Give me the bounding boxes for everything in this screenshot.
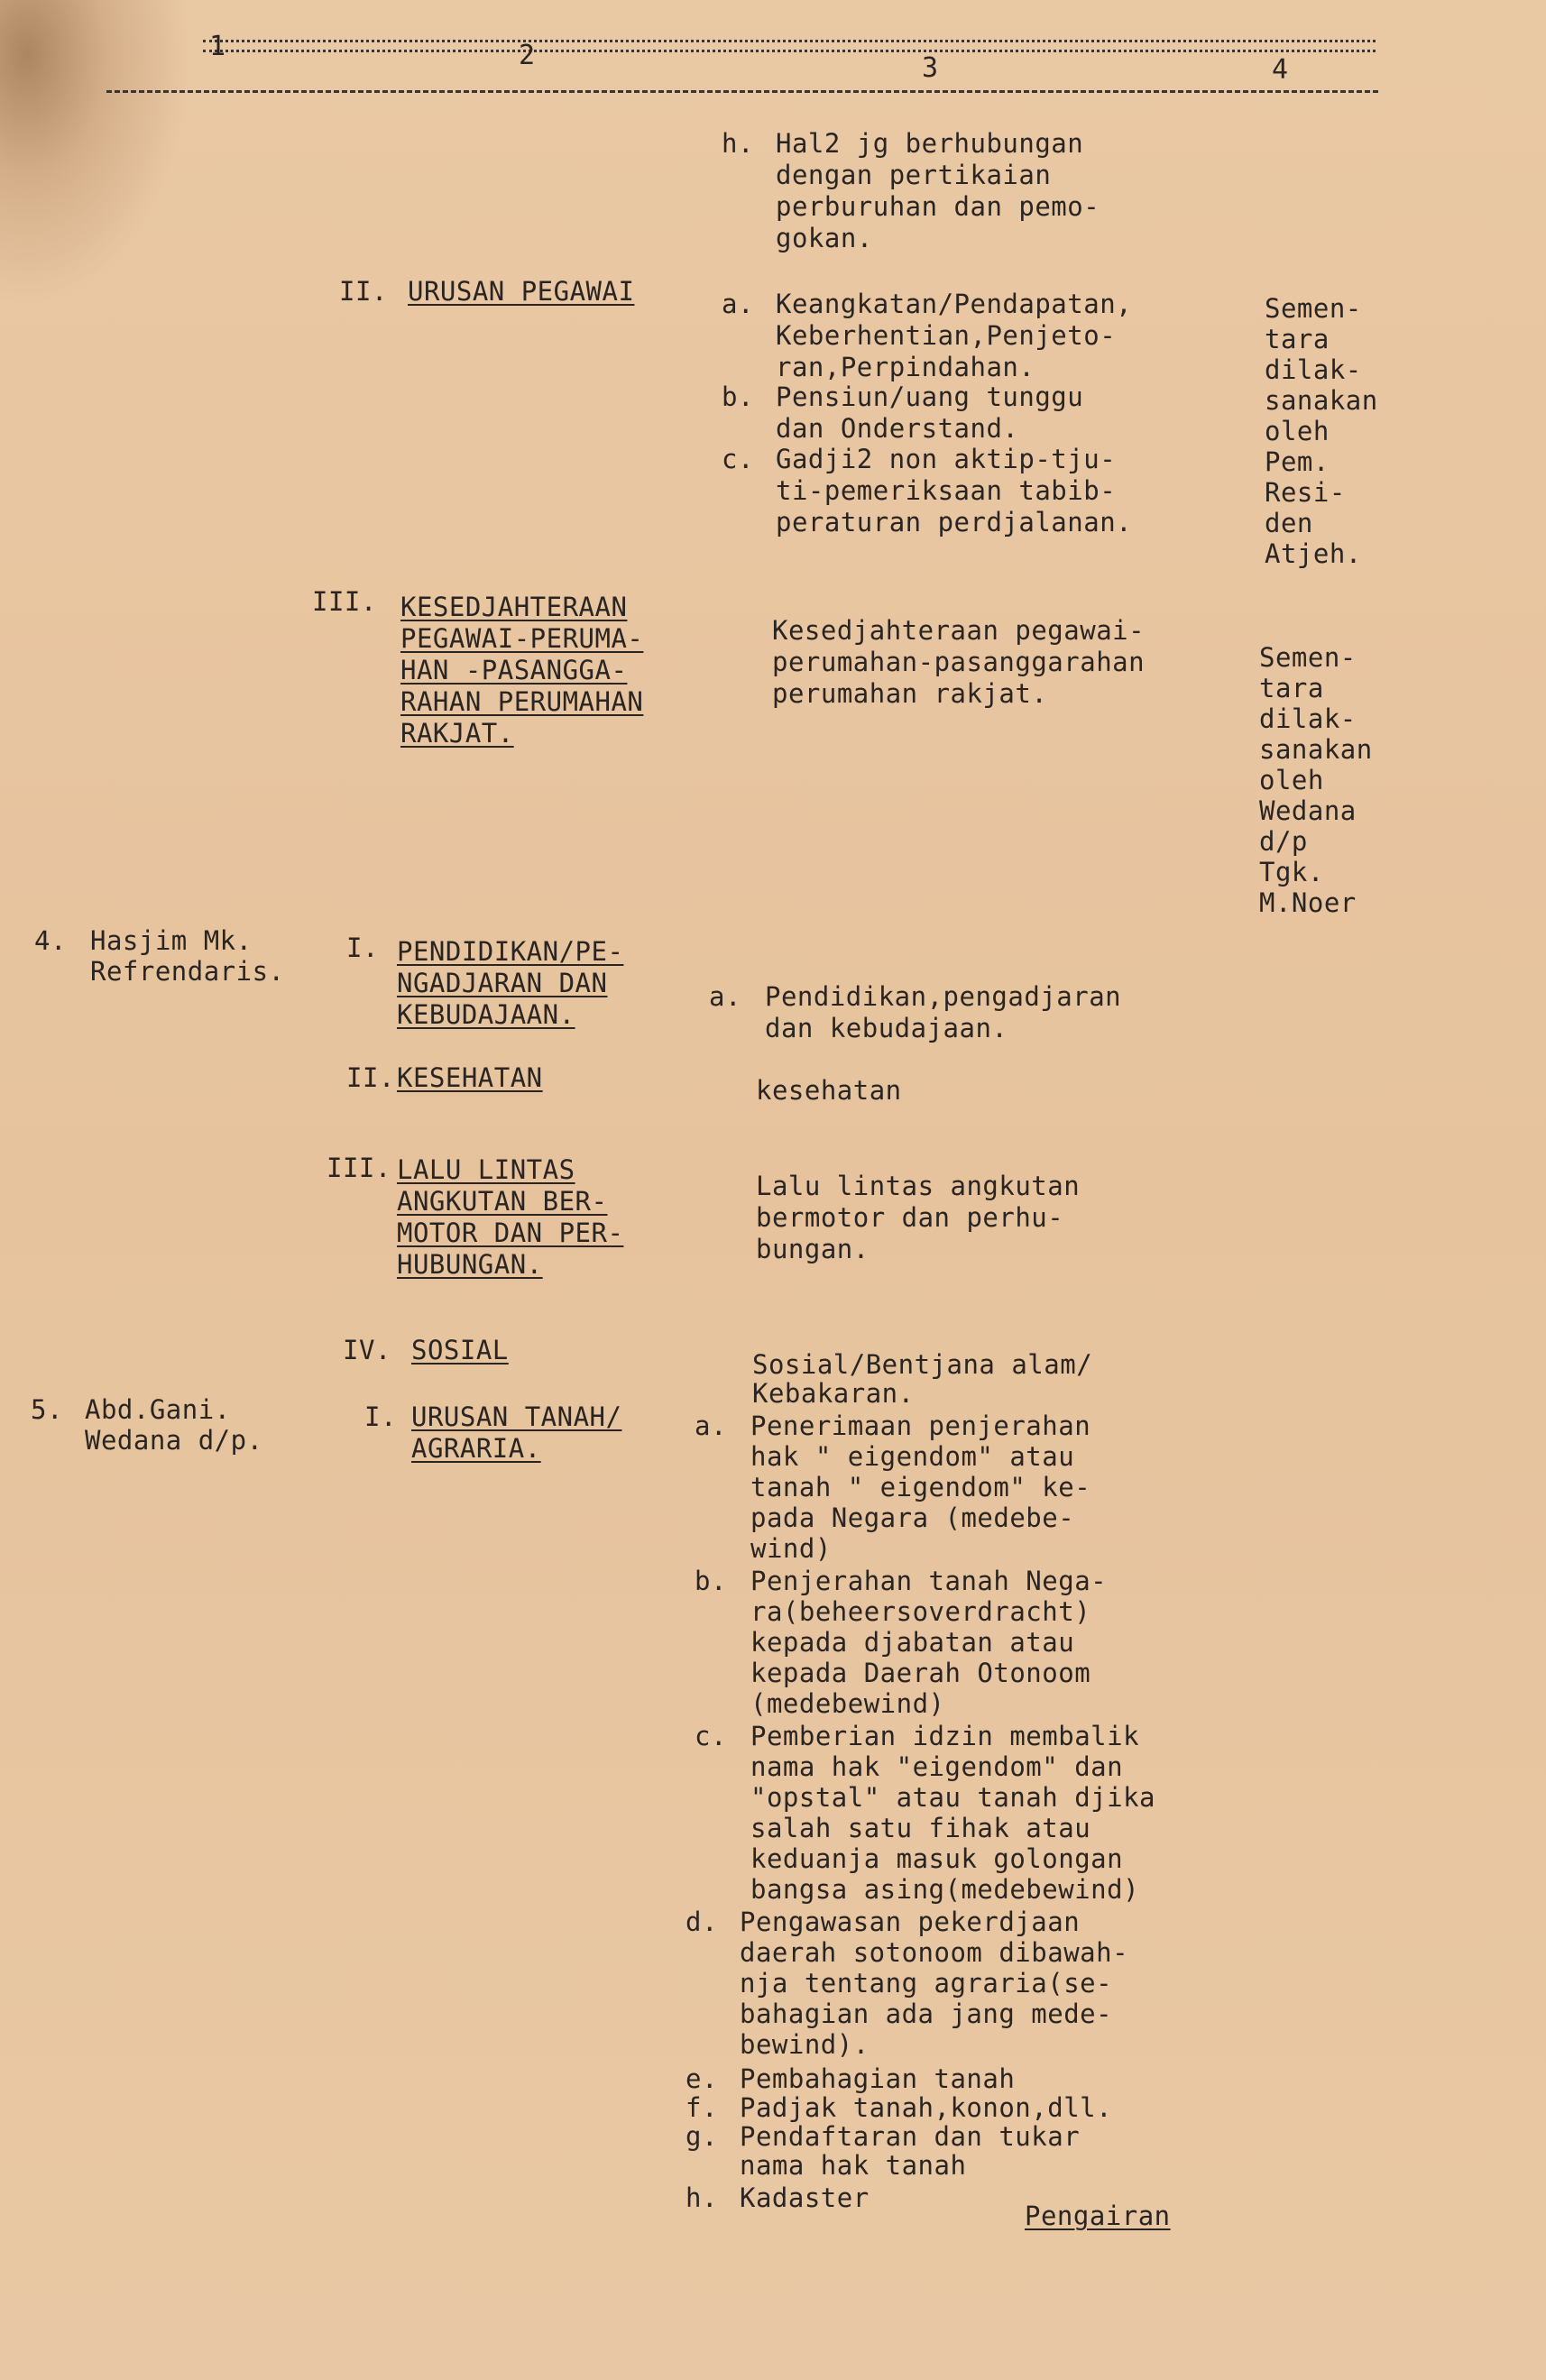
item-text: Hal2 jg berhubungan: [776, 128, 1084, 159]
column-number-3: 3: [922, 52, 939, 84]
item-text: Kadaster: [740, 2182, 870, 2213]
section-title: URUSAN TANAH/: [411, 1401, 622, 1432]
section-description: Kesedjahteraan pegawai-: [772, 615, 1146, 646]
note-text: dilak-: [1265, 354, 1362, 385]
note-text: Wedana: [1259, 795, 1357, 826]
column-number-4: 4: [1272, 54, 1289, 86]
item-text: ti-pemeriksaan tabib-: [776, 475, 1117, 506]
item-text: Pengawasan pekerdjaan: [740, 1907, 1081, 1937]
note-text: Semen-: [1265, 293, 1362, 324]
item-text: ran,Perpindahan.: [776, 352, 1035, 382]
header-divider: [106, 90, 1378, 93]
item-text: Padjak tanah,konon,dll.: [740, 2092, 1113, 2123]
section-title: PENDIDIKAN/PE-: [397, 936, 624, 967]
item-text: keduanja masuk golongan: [750, 1843, 1124, 1874]
item-marker: c.: [695, 1721, 727, 1751]
item-text: Penerimaan penjerahan: [750, 1411, 1091, 1441]
item-text: bahagian ada jang mede-: [740, 1999, 1113, 2029]
item-marker: h.: [686, 2182, 718, 2213]
item-text: Pembahagian tanah: [740, 2063, 1016, 2094]
section-title: KESEDJAHTERAAN: [400, 592, 628, 622]
item-marker: h.: [722, 128, 754, 159]
item-text: hak " eigendom" atau: [750, 1441, 1075, 1472]
item-marker: f.: [686, 2092, 718, 2123]
item-text: Penjerahan tanah Nega-: [750, 1566, 1108, 1596]
item-text: dan Onderstand.: [776, 413, 1019, 444]
note-text: tara: [1265, 324, 1330, 354]
section-title: KESEHATAN: [397, 1062, 543, 1093]
section-roman: I.: [364, 1401, 397, 1432]
item-text: bewind).: [740, 2029, 870, 2060]
section-description: dan kebudajaan.: [765, 1013, 1008, 1043]
section-title: KEBUDAJAAN.: [397, 999, 575, 1030]
note-text: Tgk.: [1259, 857, 1324, 887]
section-roman: I.: [346, 933, 379, 963]
item-marker: b.: [695, 1566, 727, 1596]
item-marker: g.: [686, 2121, 718, 2152]
section-title: URUSAN PEGAWAI: [408, 276, 635, 307]
item-text: daerah sotonoom dibawah-: [740, 1937, 1129, 1968]
item-text: dengan pertikaian: [776, 160, 1052, 190]
note-text: M.Noer: [1259, 887, 1357, 918]
item-text: (medebewind): [750, 1688, 945, 1719]
note-text: Atjeh.: [1265, 538, 1362, 569]
item-marker: a.: [709, 981, 741, 1012]
note-text: Pem.: [1265, 446, 1330, 477]
item-marker: c.: [722, 444, 754, 474]
section-description: Kebakaran.: [752, 1378, 915, 1409]
section-description: bungan.: [756, 1234, 870, 1264]
note-text: sanakan: [1265, 385, 1378, 416]
section-description: bermotor dan perhu-: [756, 1202, 1064, 1233]
item-text: peraturan perdjalanan.: [776, 507, 1133, 538]
section-description: Sosial/Bentjana alam/: [752, 1349, 1093, 1380]
item-text: kepada Daerah Otonoom: [750, 1658, 1091, 1688]
item-text: tanah " eigendom" ke-: [750, 1472, 1091, 1502]
item-text: perburuhan dan pemo-: [776, 191, 1100, 222]
section-title: LALU LINTAS: [397, 1154, 575, 1185]
person-number: 4.: [34, 925, 67, 956]
section-title: AGRARIA.: [411, 1433, 541, 1464]
next-page-catchword: Pengairan: [1025, 2201, 1171, 2231]
item-marker: a.: [695, 1411, 727, 1441]
note-text: oleh: [1265, 416, 1330, 446]
item-text: nama hak "eigendom" dan: [750, 1751, 1124, 1782]
note-text: sanakan: [1259, 734, 1373, 765]
section-title: ANGKUTAN BER-: [397, 1186, 608, 1217]
item-text: nja tentang agraria(se-: [740, 1968, 1113, 1999]
section-description: kesehatan: [756, 1075, 902, 1106]
section-title: NGADJARAN DAN: [397, 968, 608, 998]
section-title: PEGAWAI-PERUMA-: [400, 623, 644, 654]
section-title: HUBUNGAN.: [397, 1249, 543, 1280]
section-description: perumahan-pasanggarahan: [772, 647, 1146, 677]
section-title: MOTOR DAN PER-: [397, 1218, 624, 1248]
section-roman: III.: [327, 1153, 391, 1183]
item-text: wind): [750, 1533, 832, 1564]
section-description: Pendidikan,pengadjaran: [765, 981, 1122, 1012]
item-text: nama hak tanah: [740, 2150, 967, 2181]
section-description: Lalu lintas angkutan: [756, 1171, 1081, 1201]
item-text: Pensiun/uang tunggu: [776, 381, 1084, 412]
person-title: Refrendaris.: [90, 956, 285, 987]
item-text: ra(beheersoverdracht): [750, 1596, 1091, 1627]
item-marker: b.: [722, 381, 754, 412]
section-description: perumahan rakjat.: [772, 678, 1048, 709]
item-text: salah satu fihak atau: [750, 1813, 1091, 1843]
section-roman: III.: [312, 586, 377, 617]
column-number-2: 2: [519, 40, 536, 71]
person-title: Wedana d/p.: [85, 1425, 263, 1456]
item-text: kepada djabatan atau: [750, 1627, 1075, 1658]
section-title: SOSIAL: [411, 1335, 509, 1365]
section-roman: II.: [339, 276, 388, 307]
section-title: RAKJAT.: [400, 718, 514, 749]
note-text: dilak-: [1259, 703, 1357, 734]
item-text: Pendaftaran dan tukar: [740, 2121, 1081, 2152]
item-text: bangsa asing(medebewind): [750, 1874, 1140, 1905]
section-roman: IV.: [343, 1335, 391, 1365]
person-name: Hasjim Mk.: [90, 925, 253, 956]
item-text: pada Negara (medebe-: [750, 1502, 1075, 1533]
item-text: Keangkatan/Pendapatan,: [776, 289, 1133, 319]
note-text: Resi-: [1265, 477, 1346, 508]
note-text: Semen-: [1259, 642, 1357, 673]
item-text: "opstal" atau tanah djika: [750, 1782, 1155, 1813]
section-title: RAHAN PERUMAHAN: [400, 686, 644, 717]
section-title: HAN -PASANGGA-: [400, 655, 628, 685]
item-text: Pemberian idzin membalik: [750, 1721, 1140, 1751]
item-marker: d.: [686, 1907, 718, 1937]
item-marker: e.: [686, 2063, 718, 2094]
note-text: oleh: [1259, 765, 1324, 795]
column-number-1: 1: [209, 31, 226, 62]
note-text: tara: [1259, 673, 1324, 703]
note-text: d/p: [1259, 826, 1308, 857]
person-number: 5.: [31, 1394, 63, 1425]
header-ruler: [203, 40, 1376, 52]
item-text: gokan.: [776, 223, 873, 253]
section-roman: II.: [346, 1062, 395, 1093]
person-name: Abd.Gani.: [85, 1394, 231, 1425]
item-marker: a.: [722, 289, 754, 319]
item-text: Gadji2 non aktip-tju-: [776, 444, 1117, 474]
item-text: Keberhentian,Penjeto-: [776, 320, 1117, 351]
note-text: den: [1265, 508, 1313, 538]
